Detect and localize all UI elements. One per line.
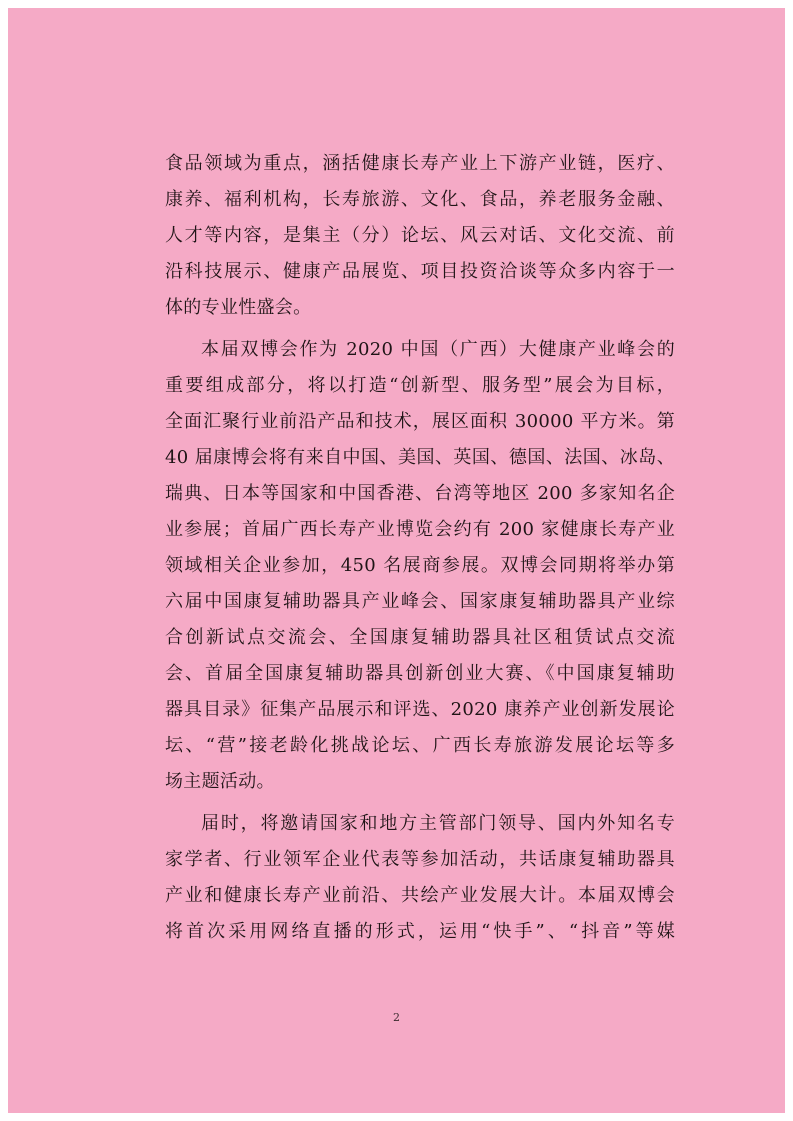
text-line: 瑞典、日本等国家和中国香港、台湾等地区 200 多家知名企 — [165, 483, 675, 504]
text-line: 六届中国康复辅助器具产业峰会、国家康复辅助器具产业综 — [165, 591, 675, 612]
text-line: 家学者、行业领军企业代表等参加活动，共话康复辅助器具 — [165, 849, 675, 870]
text-line: 重要组成部分，将以打造“创新型、服务型”展会为目标， — [165, 375, 675, 396]
text-line: 合创新试点交流会、全国康复辅助器具社区租赁试点交流 — [165, 627, 675, 648]
paragraph-3 — [165, 806, 675, 950]
text-line: 40 届康博会将有来自中国、美国、英国、德国、法国、冰岛、 — [165, 447, 675, 468]
text-line: 全面汇聚行业前沿产品和技术，展区面积 30000 平方米。第 — [165, 411, 675, 432]
text-line: 产业和健康长寿产业前沿、共绘产业发展大计。本届双博会 — [165, 885, 675, 906]
text-line: 会、首届全国康复辅助器具创新创业大赛、《中国康复辅助 — [165, 663, 675, 684]
paragraph-1 — [165, 146, 675, 326]
paragraph-2 — [165, 332, 675, 800]
text-line: 沿科技展示、健康产品展览、项目投资洽谈等众多内容于一 — [165, 261, 675, 282]
text-line: 人才等内容，是集主（分）论坛、风云对话、文化交流、前 — [165, 225, 675, 246]
text-line: 领域相关企业参加，450 名展商参展。双博会同期将举办第 — [165, 555, 675, 576]
text-line: 场主题活动。 — [165, 771, 275, 792]
text-line: 康养、福利机构，长寿旅游、文化、食品，养老服务金融、 — [165, 189, 675, 210]
body-text — [165, 146, 675, 950]
text-line: 器具目录》征集产品展示和评选、2020 康养产业创新发展论 — [165, 699, 675, 720]
text-line: 业参展；首届广西长寿产业博览会约有 200 家健康长寿产业 — [165, 519, 675, 540]
text-line: 体的专业性盛会。 — [165, 297, 312, 318]
text-line: 届时，将邀请国家和地方主管部门领导、国内外知名专 — [201, 813, 675, 834]
text-line: 将首次采用网络直播的形式，运用“快手”、“抖音”等媒 — [165, 921, 675, 942]
text-line: 食品领域为重点，涵括健康长寿产业上下游产业链，医疗、 — [165, 153, 675, 174]
page-number: 2 — [393, 1011, 400, 1024]
text-line: 坛、“营”接老龄化挑战论坛、广西长寿旅游发展论坛等多 — [165, 735, 675, 756]
text-line: 本届双博会作为 2020 中国（广西）大健康产业峰会的 — [201, 339, 675, 360]
document-page — [8, 8, 785, 1113]
